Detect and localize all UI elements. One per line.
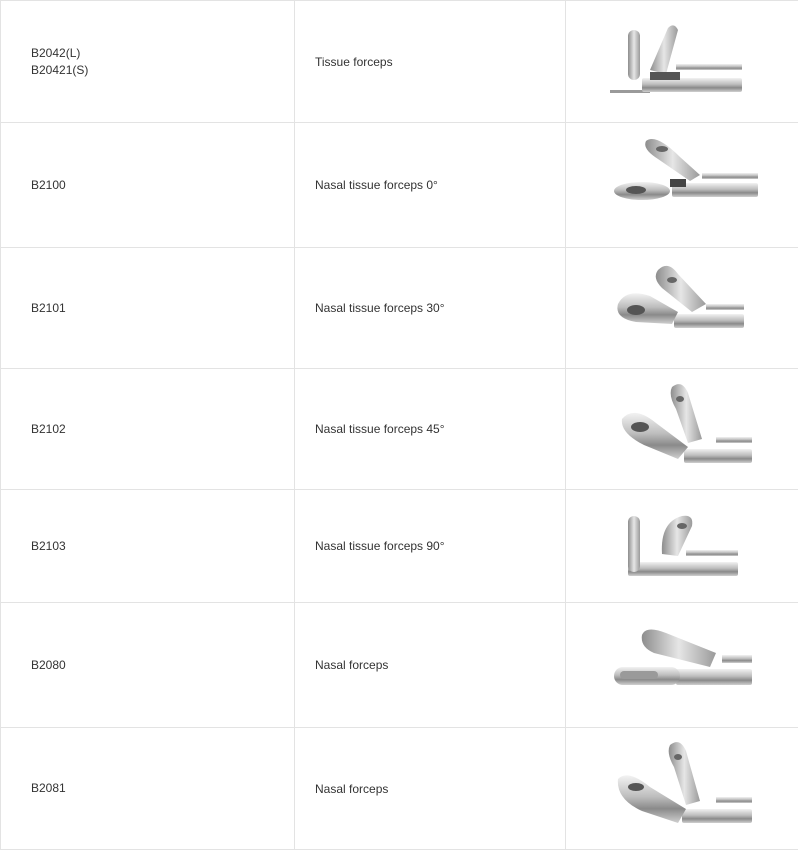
product-image-cell [566, 1, 798, 123]
product-name: Tissue forceps [295, 1, 566, 123]
product-name: Nasal tissue forceps 30° [295, 248, 566, 369]
nasal-forceps-flat-icon [606, 615, 766, 715]
table-row [1, 248, 798, 369]
product-code: B2103 [1, 490, 295, 603]
product-name: Nasal tissue forceps 90° [295, 490, 566, 603]
product-image-cell [566, 603, 798, 728]
product-code: B20421(S) [31, 62, 294, 79]
product-code-cell [1, 1, 295, 123]
product-name: Nasal tissue forceps 0° [295, 123, 566, 248]
product-name: Nasal tissue forceps 45° [295, 369, 566, 490]
product-name: Nasal forceps [295, 603, 566, 728]
product-image-cell [566, 728, 798, 850]
table-row [1, 369, 798, 490]
product-code: B2100 [1, 123, 295, 248]
nasal-forceps-angled-icon [606, 739, 766, 839]
nasal-tissue-forceps-90-icon [606, 496, 766, 596]
nasal-tissue-forceps-30-icon [606, 258, 766, 358]
product-name: Nasal forceps [295, 728, 566, 850]
product-image-cell [566, 123, 798, 248]
product-image-cell [566, 248, 798, 369]
product-code: B2102 [1, 369, 295, 490]
table-row [1, 1, 798, 123]
product-code: B2101 [1, 248, 295, 369]
product-image-cell [566, 369, 798, 490]
product-image-cell [566, 490, 798, 603]
product-code: B2081 [1, 728, 295, 850]
nasal-tissue-forceps-0-icon [606, 135, 766, 235]
nasal-tissue-forceps-45-icon [606, 379, 766, 479]
table-row [1, 603, 798, 728]
table-row [1, 123, 798, 248]
table-row [1, 728, 798, 850]
product-code: B2042(L) [31, 45, 294, 62]
table-row [1, 490, 798, 603]
product-code: B2080 [1, 603, 295, 728]
tissue-forceps-icon [606, 12, 766, 112]
